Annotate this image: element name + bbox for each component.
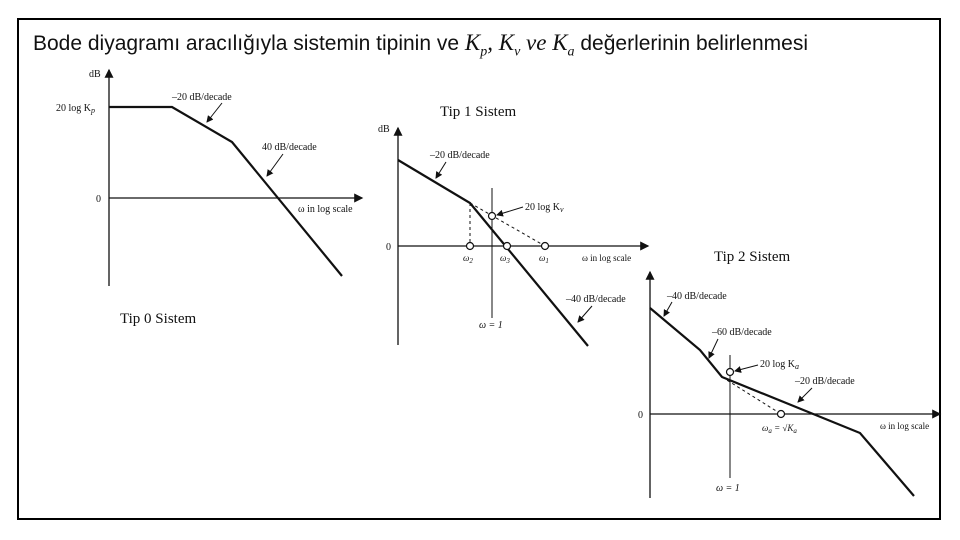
tip1-gain-label: 20 $\log K_v$	[525, 202, 564, 214]
tip2-zero-label: 0	[638, 410, 643, 421]
title-prefix: Bode diyagramı aracılığıyla sistemin tipinin ve	[33, 32, 465, 55]
tip1-w2-label: $\omega_2$	[463, 253, 473, 265]
tip0-slope2-label: 40 dB/decade	[262, 142, 317, 153]
tip1-omega-one-label: ω = 1	[479, 320, 503, 331]
tip0-level-label: 20 $\log K_p$	[56, 103, 95, 115]
tip0-slope1-arrow	[207, 103, 222, 122]
tip0-slope2-arrow	[267, 154, 283, 176]
tip2-slope3-label: –20 dB/decade	[795, 376, 855, 387]
tip1-slope1-arrow	[436, 162, 446, 178]
caption-tip1: Tip 1 Sistem	[440, 104, 517, 120]
tip2-slope3-arrow	[798, 388, 812, 402]
tip1-w2-point	[467, 243, 474, 250]
tip2-gain-point	[727, 369, 734, 376]
tip0-magnitude-curve	[109, 107, 342, 276]
tip1-w1-label: $\omega_1$	[539, 253, 549, 265]
tip1-gain-arrow	[497, 207, 523, 215]
title-kp: $K_p$, $K_v$ ve $K_a$	[464, 30, 575, 60]
tip2-slope2-arrow	[709, 339, 718, 358]
tip2-gain-arrow	[735, 365, 758, 371]
caption-tip0: Tip 0 Sistem	[120, 311, 197, 327]
tip1-zero-label: 0	[386, 242, 391, 253]
tip1-y-label: dB	[378, 124, 390, 135]
title-suffix: değerlerinin belirlenmesi	[574, 32, 808, 55]
tip2-omega-one-label: ω = 1	[716, 483, 740, 494]
tip0-zero-label: 0	[96, 194, 101, 205]
tip0-slope1-label: –20 dB/decade	[172, 92, 232, 103]
diagram-tip0	[56, 69, 362, 286]
tip1-slope2-label: –40 dB/decade	[566, 294, 626, 305]
tip2-slope1-label: –40 dB/decade	[667, 291, 727, 302]
tip0-x-label: ω in log scale	[298, 204, 353, 215]
tip1-magnitude-curve	[398, 160, 588, 346]
tip2-x-label: ω in log scale	[880, 421, 930, 431]
tip2-wa-label: $\omega_a = √K_a$	[762, 423, 797, 435]
tip2-extension-dashed	[722, 377, 781, 414]
tip1-slope2-arrow	[578, 306, 592, 322]
tip2-slope1-arrow	[664, 302, 672, 316]
tip2-wa-point	[778, 411, 785, 418]
diagram-tip1	[378, 124, 648, 346]
diagram-tip2	[638, 272, 940, 498]
tip1-w3-point	[504, 243, 511, 250]
tip2-gain-label: 20 $\log K_a$	[760, 359, 799, 371]
tip2-magnitude-curve	[650, 308, 914, 496]
tip1-w1-point	[542, 243, 549, 250]
tip1-gain-point	[489, 213, 496, 220]
tip0-y-label: dB	[89, 69, 101, 80]
tip1-x-label: ω in log scale	[582, 253, 632, 263]
tip2-slope2-label: –60 dB/decade	[712, 327, 772, 338]
tip1-w3-label: $\omega_3$	[500, 253, 510, 265]
caption-tip2: Tip 2 Sistem	[714, 249, 791, 265]
tip1-slope1-label: –20 dB/decade	[430, 150, 490, 161]
